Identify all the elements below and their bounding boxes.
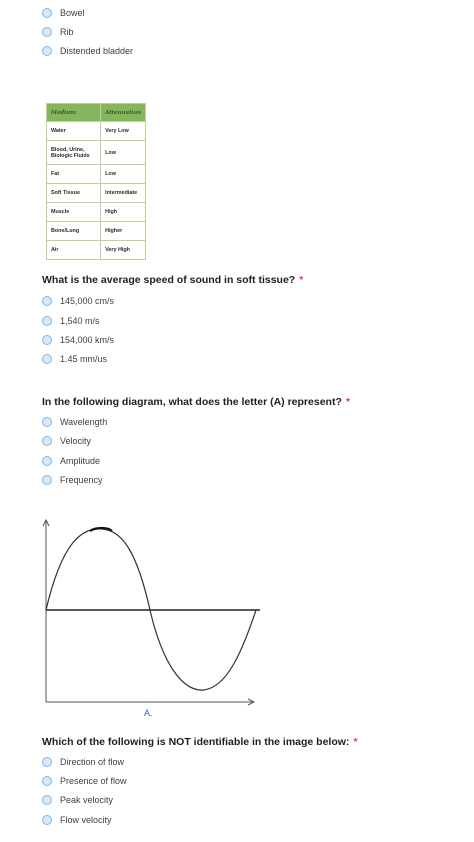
question-text: Which of the following is NOT identifiable in the image below: — [42, 736, 350, 748]
radio-button[interactable] — [42, 335, 52, 345]
radio-button[interactable] — [42, 8, 52, 18]
table-row — [47, 222, 146, 241]
table-cell: Muscle — [47, 203, 101, 222]
option-label: Velocity — [60, 436, 92, 446]
table-row — [47, 184, 146, 203]
option-label: Peak velocity — [60, 795, 114, 805]
option-label: 1,540 m/s — [60, 316, 100, 326]
radio-button[interactable] — [42, 436, 52, 446]
question-speed-of-sound — [42, 274, 303, 286]
table-cell: Low — [101, 141, 146, 165]
table-row — [47, 165, 146, 184]
option-label: Wavelength — [60, 417, 108, 427]
table-row — [47, 122, 146, 141]
attenuation-table — [46, 103, 146, 260]
option-distended-bladder[interactable] — [42, 43, 133, 59]
option-velocity[interactable] — [42, 433, 91, 449]
option-label: Amplitude — [60, 456, 101, 466]
option-presence-of-flow[interactable] — [42, 773, 127, 789]
table-row — [47, 241, 146, 260]
table-cell: Water — [47, 122, 101, 141]
radio-button[interactable] — [42, 354, 52, 364]
option-peak-velocity[interactable] — [42, 792, 113, 808]
table-header: Attenuation — [101, 104, 146, 122]
table-cell: High — [101, 203, 146, 222]
option-label: Direction of flow — [60, 757, 125, 767]
table-cell: Higher — [101, 222, 146, 241]
question-text: In the following diagram, what does the letter (A) represent? — [42, 396, 342, 408]
option-label: Bowel — [60, 8, 85, 18]
table-header: Medium — [47, 104, 101, 122]
table-cell: Intermediate — [101, 184, 146, 203]
question-text: What is the average speed of sound in soft tissue? — [42, 274, 296, 286]
diagram-label-a: A. — [144, 708, 153, 718]
sine-wave-diagram — [32, 512, 272, 722]
option-frequency[interactable] — [42, 472, 103, 488]
table-cell: Blood, Urine, Biologic Fluids — [47, 141, 101, 165]
table-cell: Soft Tissue — [47, 184, 101, 203]
option-1-45-mm-us[interactable] — [42, 351, 107, 367]
question-diagram-letter-a — [42, 396, 350, 408]
table-cell: Bone/Lung — [47, 222, 101, 241]
radio-button[interactable] — [42, 27, 52, 37]
option-label: 1.45 mm/us — [60, 354, 108, 364]
option-rib[interactable] — [42, 24, 74, 40]
radio-button[interactable] — [42, 46, 52, 56]
option-label: Rib — [60, 27, 74, 37]
required-marker: * — [299, 274, 304, 286]
radio-button[interactable] — [42, 815, 52, 825]
option-154000-km-s[interactable] — [42, 332, 114, 348]
option-label: 154,000 km/s — [60, 335, 115, 345]
radio-button[interactable] — [42, 456, 52, 466]
option-label: 145,000 cm/s — [60, 296, 115, 306]
option-label: Frequency — [60, 475, 103, 485]
table-header-row — [47, 104, 146, 122]
table-cell: Air — [47, 241, 101, 260]
radio-button[interactable] — [42, 475, 52, 485]
required-marker: * — [345, 396, 350, 408]
radio-button[interactable] — [42, 296, 52, 306]
option-flow-velocity[interactable] — [42, 812, 112, 828]
table-cell: Very High — [101, 241, 146, 260]
required-marker: * — [353, 736, 358, 748]
option-145000-cm-s[interactable] — [42, 293, 114, 309]
radio-button[interactable] — [42, 757, 52, 767]
option-direction-of-flow[interactable] — [42, 754, 124, 770]
option-1540-m-s[interactable] — [42, 313, 100, 329]
table-cell: Low — [101, 165, 146, 184]
option-label: Presence of flow — [60, 776, 127, 786]
option-wavelength[interactable] — [42, 414, 107, 430]
option-label: Flow velocity — [60, 815, 112, 825]
radio-button[interactable] — [42, 316, 52, 326]
question-not-identifiable — [42, 736, 358, 748]
radio-button[interactable] — [42, 795, 52, 805]
radio-button[interactable] — [42, 776, 52, 786]
option-amplitude[interactable] — [42, 453, 100, 469]
option-label: Distended bladder — [60, 46, 134, 56]
table-cell: Very Low — [101, 122, 146, 141]
radio-button[interactable] — [42, 417, 52, 427]
option-bowel[interactable] — [42, 5, 85, 21]
table-cell: Fat — [47, 165, 101, 184]
table-row — [47, 203, 146, 222]
table-row — [47, 141, 146, 165]
